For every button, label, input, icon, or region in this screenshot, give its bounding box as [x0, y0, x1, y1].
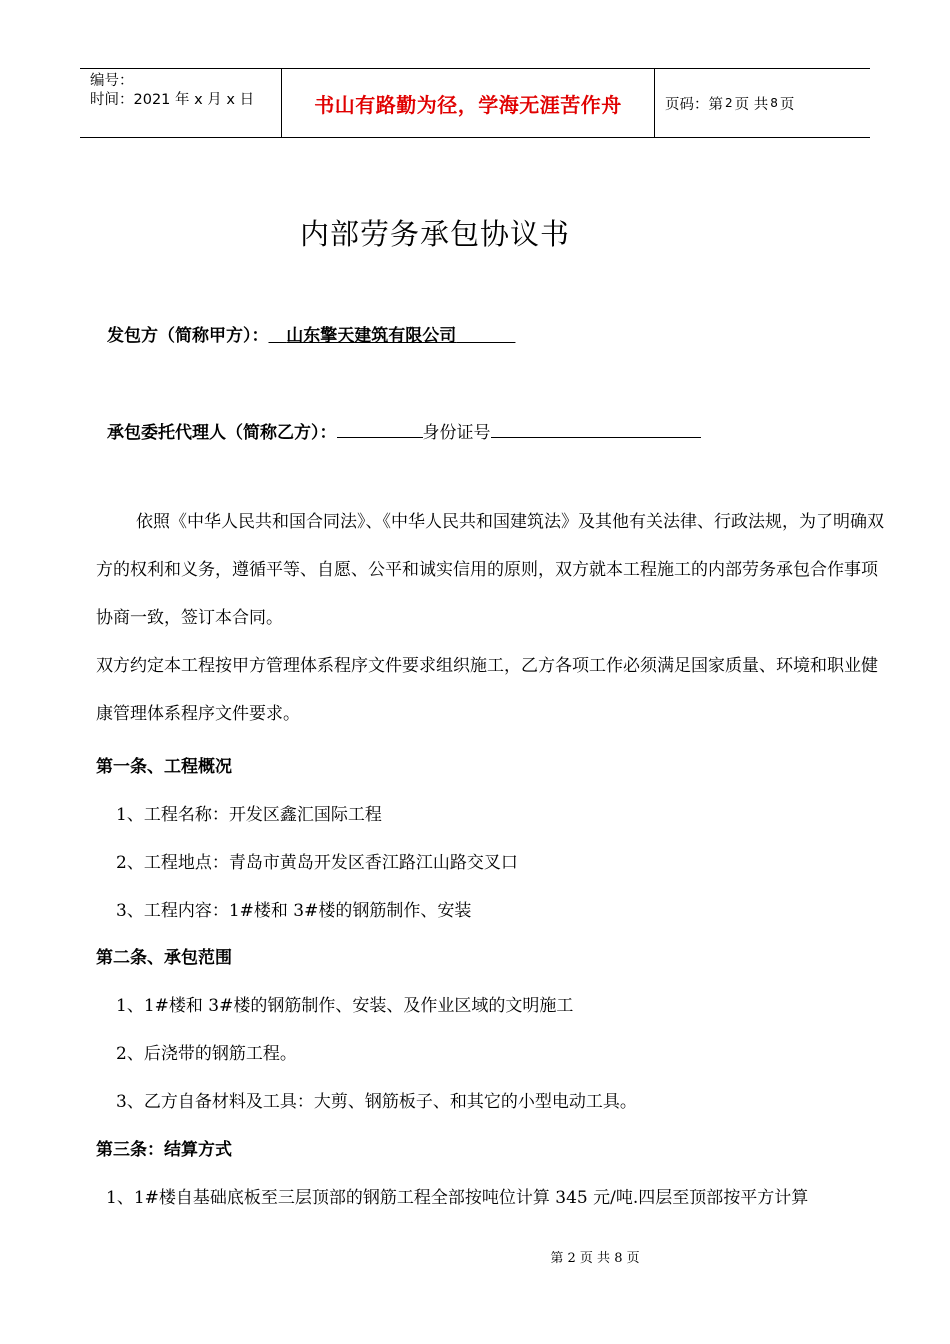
- document-title: 内部劳务承包协议书: [299, 217, 570, 251]
- header-motto-cell: [281, 69, 655, 137]
- section-1-item: 3、工程内容：1#楼和 3#楼的钢筋制作、安装: [116, 901, 472, 921]
- header-page-number: 页码：第 2 页 共 8 页: [665, 96, 795, 113]
- party-a-value: 山东擎天建筑有限公司: [286, 326, 457, 346]
- section-2-item: 1、1#楼和 3#楼的钢筋制作、安装、及作业区域的文明施工: [116, 996, 574, 1016]
- party-b-name-blank[interactable]: [337, 419, 423, 438]
- section-2-heading: 第二条、承包范围: [96, 948, 232, 968]
- section-2-item: 2、后浇带的钢筋工程。: [116, 1044, 297, 1064]
- intro-paragraph-1: 依照《中华人民共和国合同法》、《中华人民共和国建筑法》及其他有关法律、行政法规，为了明确双方的权利和义务，遵循平等、自愿、公平和诚实信用的原则，双方就本工程施工的内部劳务承包合作事项协商一致，签订本合同。: [96, 512, 884, 628]
- header-motto: 书山有路勤为径，学海无涯苦作舟: [314, 92, 622, 117]
- party-b-line: [107, 418, 701, 443]
- section-3-item: 1、1#楼自基础底板至三层顶部的钢筋工程全部按吨位计算 345 元/吨.四层至顶部按平方计算: [106, 1188, 809, 1208]
- party-b-id-label: 身份证号: [422, 423, 491, 443]
- header-time: 时间：2021 年 x 月 x 日: [90, 92, 255, 108]
- header-meta: [80, 69, 281, 137]
- section-2-item: 3、乙方自备材料及工具：大剪、钢筋板子、和其它的小型电动工具。: [116, 1092, 637, 1112]
- party-a-label: 发包方（简称甲方）：: [107, 326, 269, 346]
- intro-paragraph-2: 双方约定本工程按甲方管理体系程序文件要求组织施工，乙方各项工作必须满足国家质量、环境和职业健康管理体系程序文件要求。: [96, 656, 878, 724]
- section-1-item: 2、工程地点：青岛市黄岛开发区香江路江山路交叉口: [116, 853, 518, 873]
- header-number: 编号：: [90, 73, 134, 89]
- page-header: [80, 68, 870, 138]
- party-b-label: 承包委托代理人（简称乙方）：: [107, 423, 337, 443]
- party-a-line: [107, 321, 515, 346]
- party-b-id-blank[interactable]: [491, 419, 701, 438]
- section-1-heading: 第一条、工程概况: [96, 757, 232, 777]
- section-1-item: 1、工程名称：开发区鑫汇国际工程: [116, 805, 382, 825]
- page-footer: 第 2 页 共 8 页: [550, 1251, 640, 1266]
- section-3-heading: 第三条：结算方式: [96, 1140, 232, 1160]
